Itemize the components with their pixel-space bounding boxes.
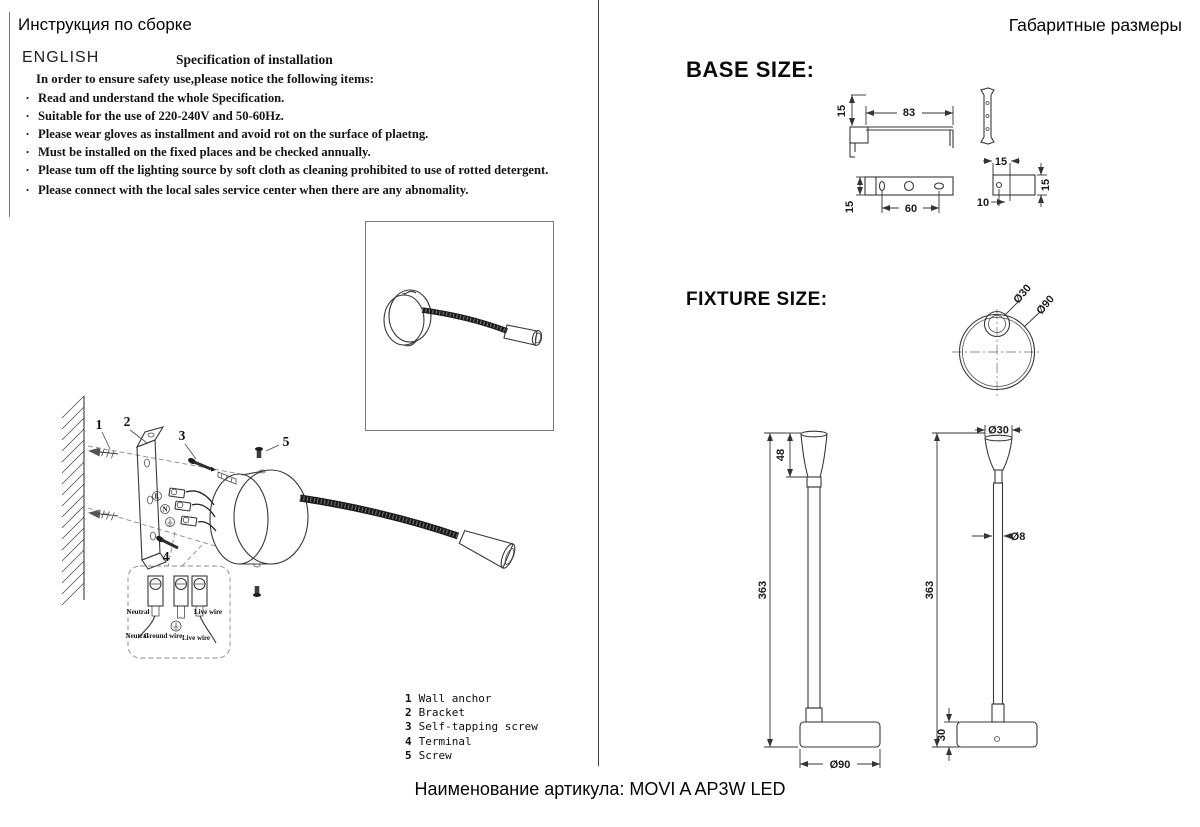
column-divider [598, 0, 599, 766]
dim-end-width: 15 [994, 156, 1008, 168]
bracket-plan-view [844, 177, 953, 215]
label-neutral-bottom: Neutral [125, 632, 149, 640]
terminal-leader-right [182, 545, 202, 566]
callout-4: 4 [162, 549, 170, 564]
dim-base-dia: Ø90 [829, 759, 851, 771]
dim-width: 83 [902, 107, 916, 119]
parts-row: 1 Wall anchor [405, 692, 492, 705]
fixture-top-view [920, 280, 1080, 430]
page-title-right: Габаритные размеры [1008, 15, 1182, 35]
dim-plate-height: 15 [844, 200, 856, 214]
callout-3: 3 [178, 428, 186, 443]
spec-notes [24, 89, 548, 199]
dim-total-height-front: 363 [757, 580, 769, 600]
parts-row: 2 Bracket [405, 706, 465, 720]
parts-row: 4 Terminal [405, 734, 472, 748]
parts-row: 3 Self-tapping screw [405, 720, 538, 734]
lamp-gooseneck [422, 310, 507, 331]
bracket-bottom-screw [155, 535, 178, 548]
alignment-dash-top [88, 446, 240, 474]
terminal-detail [126, 566, 230, 658]
callout-2: 2 [123, 414, 131, 429]
dim-top-body-dia: Ø90 [1034, 293, 1057, 317]
dim-hole-spacing: 60 [904, 203, 918, 215]
installation-diagram [40, 385, 600, 685]
dim-top-head-dia: Ø30 [1011, 282, 1034, 306]
fixture-side-view [924, 425, 1037, 762]
spec-item: . Please connect with the local sales service center when there are any abnomality. [24, 181, 548, 199]
parts-row: 5 Screw [405, 748, 452, 762]
spec-intro: In order to ensure safety use,please notice the following items: [36, 72, 374, 86]
wall [62, 396, 84, 605]
spec-item: . Please tum off the lighting source by soft cloth as cleaning prohibited to use of rotted detergent. [24, 161, 548, 179]
spec-item: . Please wear gloves as installment and avoid rot on the surface of plaetng. [24, 125, 548, 143]
article-name: Наименование артикула: MOVI A AP3W LED [414, 779, 786, 799]
callout-5: 5 [282, 434, 290, 449]
bracket-profile-view [977, 156, 1052, 209]
self-tapping-screw [187, 457, 216, 472]
dim-total-height-side: 363 [924, 580, 936, 600]
lamp-drum [210, 470, 308, 567]
dim-flange-height: 15 [836, 104, 848, 118]
fixture-size-heading: FIXTURE SIZE: [686, 289, 828, 310]
spec-item: . Read and understand the whole Specification. [24, 89, 548, 107]
terminal-blocks [169, 488, 197, 526]
head-cone [459, 531, 517, 570]
dim-end-height: 15 [1040, 178, 1052, 192]
dim-neck-dia: Ø8 [1010, 531, 1026, 543]
alignment-dash-bottom [88, 505, 215, 546]
lamp-head [504, 325, 543, 346]
spec-item: . Must be installed on the fixed places and be checked annually. [24, 143, 548, 161]
dim-side-head-dia: Ø30 [988, 424, 1009, 437]
lamp-body [384, 290, 431, 346]
dim-base-thickness: 30 [936, 728, 948, 742]
bracket [137, 427, 166, 569]
svg-text:L: L [154, 492, 160, 501]
bracket-side-view [836, 95, 953, 157]
dim-hole-offset: 10 [976, 197, 990, 209]
fixture-front-view [757, 431, 880, 771]
terminal-strip [138, 576, 163, 638]
wall-anchor-bottom [88, 508, 119, 521]
fixture-elevations [740, 415, 1080, 780]
dim-head-height: 48 [775, 448, 787, 462]
base-size-drawing [830, 85, 1060, 225]
svg-text:N: N [162, 505, 168, 514]
drum-screw-bottom [253, 586, 261, 597]
spec-title: Specification of installation [176, 52, 333, 67]
base-size-heading: BASE SIZE: [686, 57, 815, 82]
spec-item: . Suitable for the use of 220-240V and 50-60Hz. [24, 107, 548, 125]
scan-edge-line [9, 12, 10, 217]
bracket-end-view [981, 88, 994, 144]
terminal-strip [171, 576, 188, 631]
wall-anchor-top [88, 446, 119, 459]
label-ground-bottom: Ground wire [143, 632, 183, 640]
callout-1: 1 [95, 417, 103, 432]
drum-screw-top [255, 447, 263, 458]
label-live-bottom: Live wire [181, 634, 211, 642]
spec-language: ENGLISH [22, 49, 100, 66]
label-neutral-top: Neutral [126, 608, 150, 616]
parts-list [405, 692, 538, 763]
page-title-left: Инструкция по сборке [18, 15, 192, 34]
label-live-top: Live wire [193, 608, 223, 616]
